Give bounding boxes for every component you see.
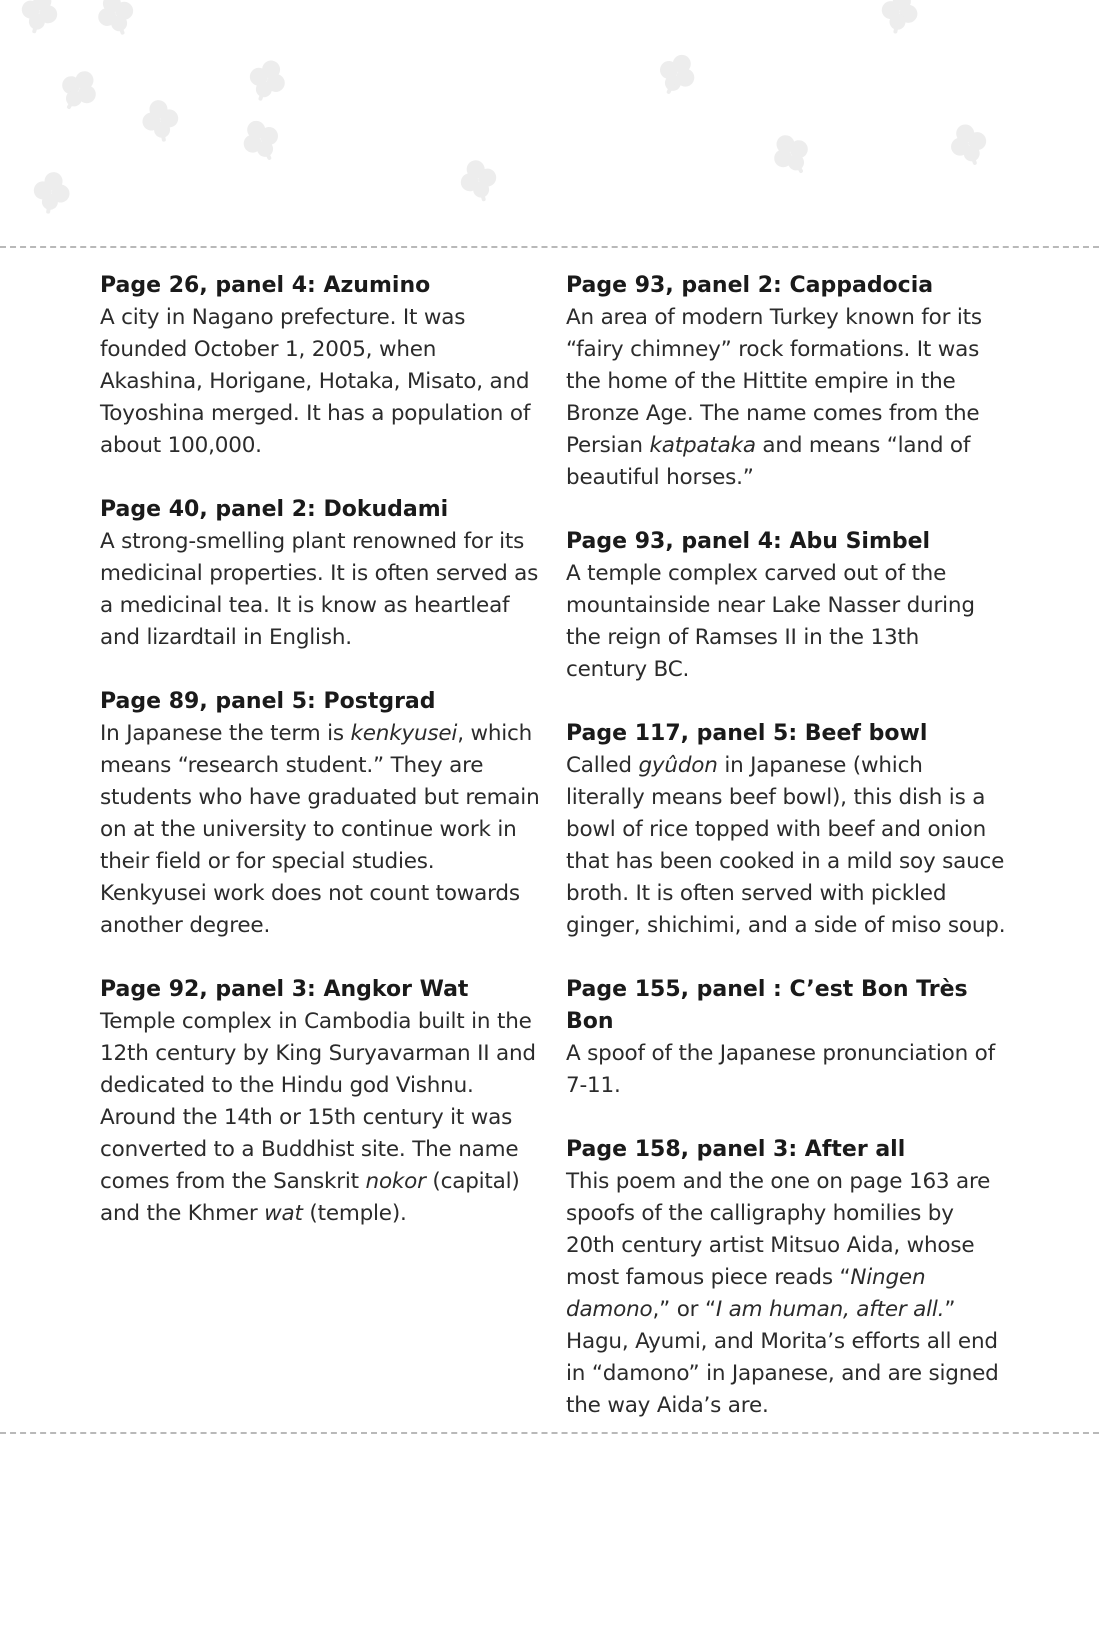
bottom-dashed-divider	[0, 1432, 1099, 1434]
clover-icon	[765, 127, 817, 181]
clover-icon	[236, 114, 286, 167]
clover-pattern-decoration	[0, 0, 1099, 230]
clover-icon	[652, 48, 702, 101]
top-dashed-divider	[0, 246, 1099, 248]
clover-icon	[456, 156, 502, 206]
note-text: (temple).	[302, 1201, 407, 1226]
note-text: An area of modern Turkey known for its “fairy chimney” rock formations. It was the home of the Hittite empire in the Bronze Age. The name comes from the Persian	[566, 305, 982, 458]
note-body	[566, 302, 1006, 494]
note-text: (capital) and the Khmer	[100, 1169, 520, 1226]
note-term-italic: gyûdon	[638, 753, 718, 778]
glossary-note	[100, 270, 540, 462]
note-text: ,” or “	[652, 1297, 716, 1322]
clover-icon	[52, 63, 104, 117]
clover-icon	[30, 169, 73, 217]
left-column	[100, 270, 540, 1262]
note-body	[566, 750, 1006, 942]
note-heading: Page 89, panel 5: Postgrad	[100, 689, 436, 714]
note-heading: Page 155, panel : C’est Bon Très Bon	[566, 977, 968, 1034]
glossary-note	[100, 974, 540, 1230]
note-heading: Page 93, panel 2: Cappadocia	[566, 273, 934, 298]
glossary-note	[566, 270, 1006, 494]
note-term-italic: katpataka	[649, 433, 756, 458]
note-body	[100, 302, 540, 462]
note-heading: Page 26, panel 4: Azumino	[100, 273, 431, 298]
note-term-italic: wat	[264, 1201, 303, 1226]
clover-icon	[877, 0, 921, 37]
note-term-italic: I am human, after all.	[715, 1297, 945, 1322]
note-text: A city in Nagano prefecture. It was founded October 1, 2005, when Akashina, Horigane, Hotaka, Misato, and Toyoshina merged. It has a population of about 100,000.	[100, 305, 531, 458]
note-body	[566, 1166, 1006, 1422]
glossary-note	[566, 526, 1006, 686]
note-heading: Page 40, panel 2: Dokudami	[100, 497, 449, 522]
note-text: A temple complex carved out of the mountainside near Lake Nasser during the reign of Ramses II in the 13th century BC.	[566, 561, 975, 682]
note-text: A spoof of the Japanese pronunciation of 7-11.	[566, 1041, 995, 1098]
note-text: This poem and the one on page 163 are spoofs of the calligraphy homilies by 20th century artist Mitsuo Aida, whose most famous piece reads “	[566, 1169, 991, 1290]
note-term-italic: kenkyusei	[350, 721, 458, 746]
glossary-note	[100, 686, 540, 942]
glossary-note	[566, 1134, 1006, 1422]
right-column	[566, 270, 1006, 1454]
note-text: and means “land of beautiful horses.”	[566, 433, 971, 490]
clover-icon	[16, 0, 62, 38]
note-text: , which means “research student.” They are students who have graduated but remain on at the university to continue work in their field or for special studies. Kenkyusei work does not count towards another degree.	[100, 721, 540, 938]
note-heading: Page 93, panel 4: Abu Simbel	[566, 529, 931, 554]
glossary-note	[100, 494, 540, 654]
note-term-italic: Ningen damono	[566, 1265, 926, 1322]
note-text: Called	[566, 753, 639, 778]
note-text: in Japanese (which literally means beef bowl), this dish is a bowl of rice topped with beef and onion that has been cooked in a mild soy sauce broth. It is often served with pickled ginger, shichimi, and a side of miso soup.	[566, 753, 1006, 938]
clover-icon	[945, 119, 992, 170]
clover-icon	[243, 55, 291, 107]
note-text: A strong-smelling plant renowned for its medicinal properties. It is often served as a medicinal tea. It is know as heartleaf and lizardtail in English.	[100, 529, 539, 650]
note-body	[100, 1006, 540, 1230]
clover-icon	[92, 0, 140, 41]
note-heading: Page 158, panel 3: After all	[566, 1137, 906, 1162]
note-term-italic: nokor	[365, 1169, 426, 1194]
glossary-note	[566, 718, 1006, 942]
note-body	[566, 1038, 1006, 1102]
note-text: Temple complex in Cambodia built in the 12th century by King Suryavarman II and dedicated to the Hindu god Vishnu. Around the 14th or 15th century it was converted to a Buddhist site. The name comes from the Sanskrit	[100, 1009, 536, 1194]
note-body	[100, 526, 540, 654]
note-heading: Page 117, panel 5: Beef bowl	[566, 721, 928, 746]
note-body	[566, 558, 1006, 686]
note-heading: Page 92, panel 3: Angkor Wat	[100, 977, 469, 1002]
glossary-note	[566, 974, 1006, 1102]
clover-icon	[139, 97, 182, 145]
note-text: In Japanese the term is	[100, 721, 351, 746]
note-text: ” Hagu, Ayumi, and Morita’s efforts all end in “damono” in Japanese, and are signed the way Aida’s are.	[566, 1297, 999, 1418]
note-body	[100, 718, 540, 942]
